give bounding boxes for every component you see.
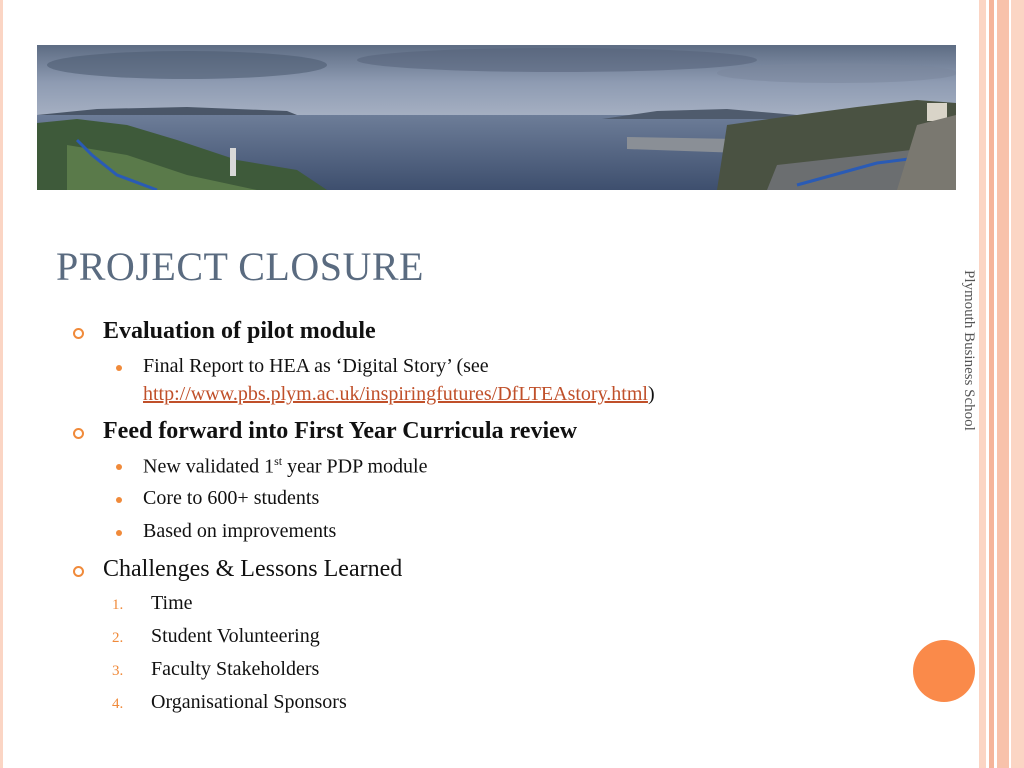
improvements-item: Based on improvements <box>143 520 337 542</box>
pdp-module-item <box>143 454 427 479</box>
final-report-prefix: Final Report to HEA as ‘Digital Story’ (see <box>143 355 489 377</box>
ring-bullet-icon <box>73 566 84 577</box>
section-heading-challenges: Challenges & Lessons Learned <box>103 556 403 582</box>
numbered-item-time: Time <box>151 592 193 614</box>
vertical-footer-text: Plymouth Business School <box>961 270 977 431</box>
dot-bullet-icon <box>116 530 122 536</box>
numbered-item-faculty-stakeholders: Faculty Stakeholders <box>151 658 320 680</box>
pdp-superscript: st <box>274 454 283 468</box>
list-number: 4. <box>112 696 124 712</box>
right-stripe-7 <box>1011 0 1024 768</box>
section-heading-feed-forward: Feed forward into First Year Curricula review <box>103 418 578 444</box>
pdp-suffix: year PDP module <box>282 455 428 478</box>
final-report-link-line <box>143 383 655 406</box>
numbered-item-student-volunteering: Student Volunteering <box>151 625 320 647</box>
dot-bullet-icon <box>116 497 122 503</box>
left-border-stripe <box>0 0 3 768</box>
ring-bullet-icon <box>73 328 84 339</box>
list-number: 2. <box>112 630 124 646</box>
pdp-prefix: New validated 1 <box>143 455 275 478</box>
dot-bullet-icon <box>116 464 122 470</box>
section-heading-evaluation: Evaluation of pilot module <box>103 318 376 344</box>
ring-bullet-icon <box>73 428 84 439</box>
dot-bullet-icon <box>116 365 122 371</box>
right-stripe-5 <box>997 0 1009 768</box>
list-number: 1. <box>112 597 124 613</box>
core-students-item: Core to 600+ students <box>143 487 320 509</box>
slide-title: PROJECT CLOSURE <box>56 244 424 289</box>
list-number: 3. <box>112 663 124 679</box>
decorative-circle <box>913 640 975 702</box>
final-report-text <box>143 355 489 378</box>
right-stripe-1 <box>979 0 986 768</box>
final-report-suffix: ) <box>647 383 655 405</box>
numbered-item-organisational-sponsors: Organisational Sponsors <box>151 691 347 713</box>
digital-story-link[interactable]: http://www.pbs.plym.ac.uk/inspiringfutures/DfLTEAstory.html <box>143 383 648 405</box>
panorama-banner-image <box>37 45 956 190</box>
